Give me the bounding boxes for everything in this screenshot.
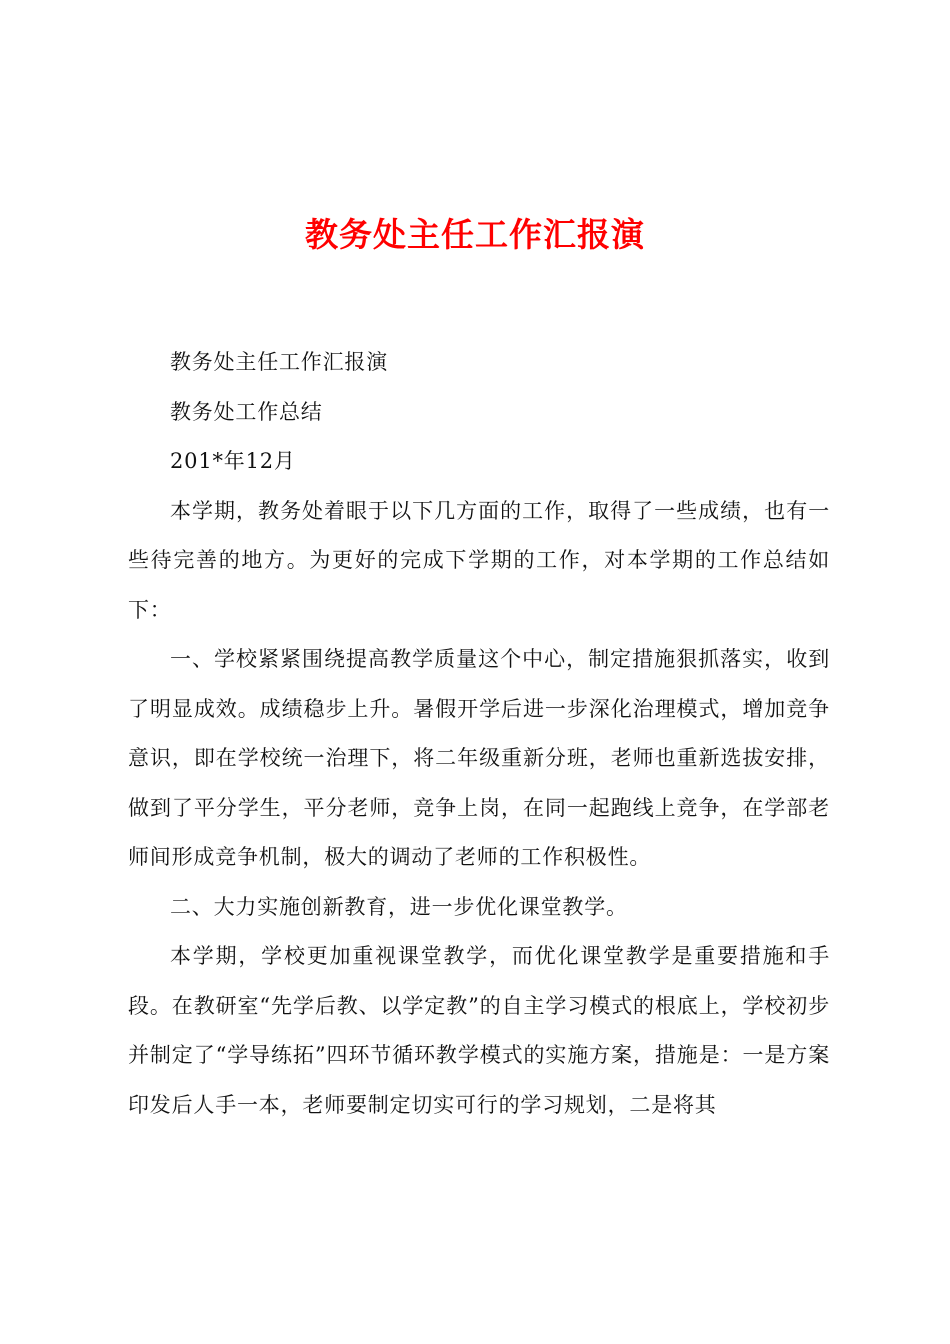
paragraph-intro: 本学期，教务处着眼于以下几方面的工作，取得了一些成绩，也有一些待完善的地方。为更好的完成下学期的工作，对本学期的工作总结如下： [128,498,830,622]
paragraph-date: 201*年12月 [170,449,296,473]
paragraph-point-two-heading: 二、大力实施创新教育，进一步优化课堂教学。 [170,894,628,919]
paragraph-subtitle: 教务处主任工作汇报演 [170,350,388,374]
paragraph-point-two-body: 本学期，学校更加重视课堂教学，而优化课堂教学是重要措施和手段。在教研室“先学后教、以学定教”的自主学习模式的根底上，学校初步并制定了“学导练拓”四环节循环教学模式的实施方案，措施是：一是方案印发后人手一本，老师要制定切实可行的学习规划，二是将其 [128,944,830,1117]
document-title: 教务处主任工作汇报演 [305,215,645,254]
paragraph-section-name: 教务处工作总结 [170,399,323,424]
document-body [128,338,830,1130]
paragraph-point-one: 一、学校紧紧围绕提高教学质量这个中心，制定措施狠抓落实，收到了明显成效。成绩稳步上升。暑假开学后进一步深化治理模式，增加竞争意识，即在学校统一治理下，将二年级重新分班，老师也重新选拔安排，做到了平分学生，平分老师，竞争上岗，在同一起跑线上竞争，在学部老师间形成竞争机制，极大的调动了老师的工作积极性。 [128,647,830,869]
